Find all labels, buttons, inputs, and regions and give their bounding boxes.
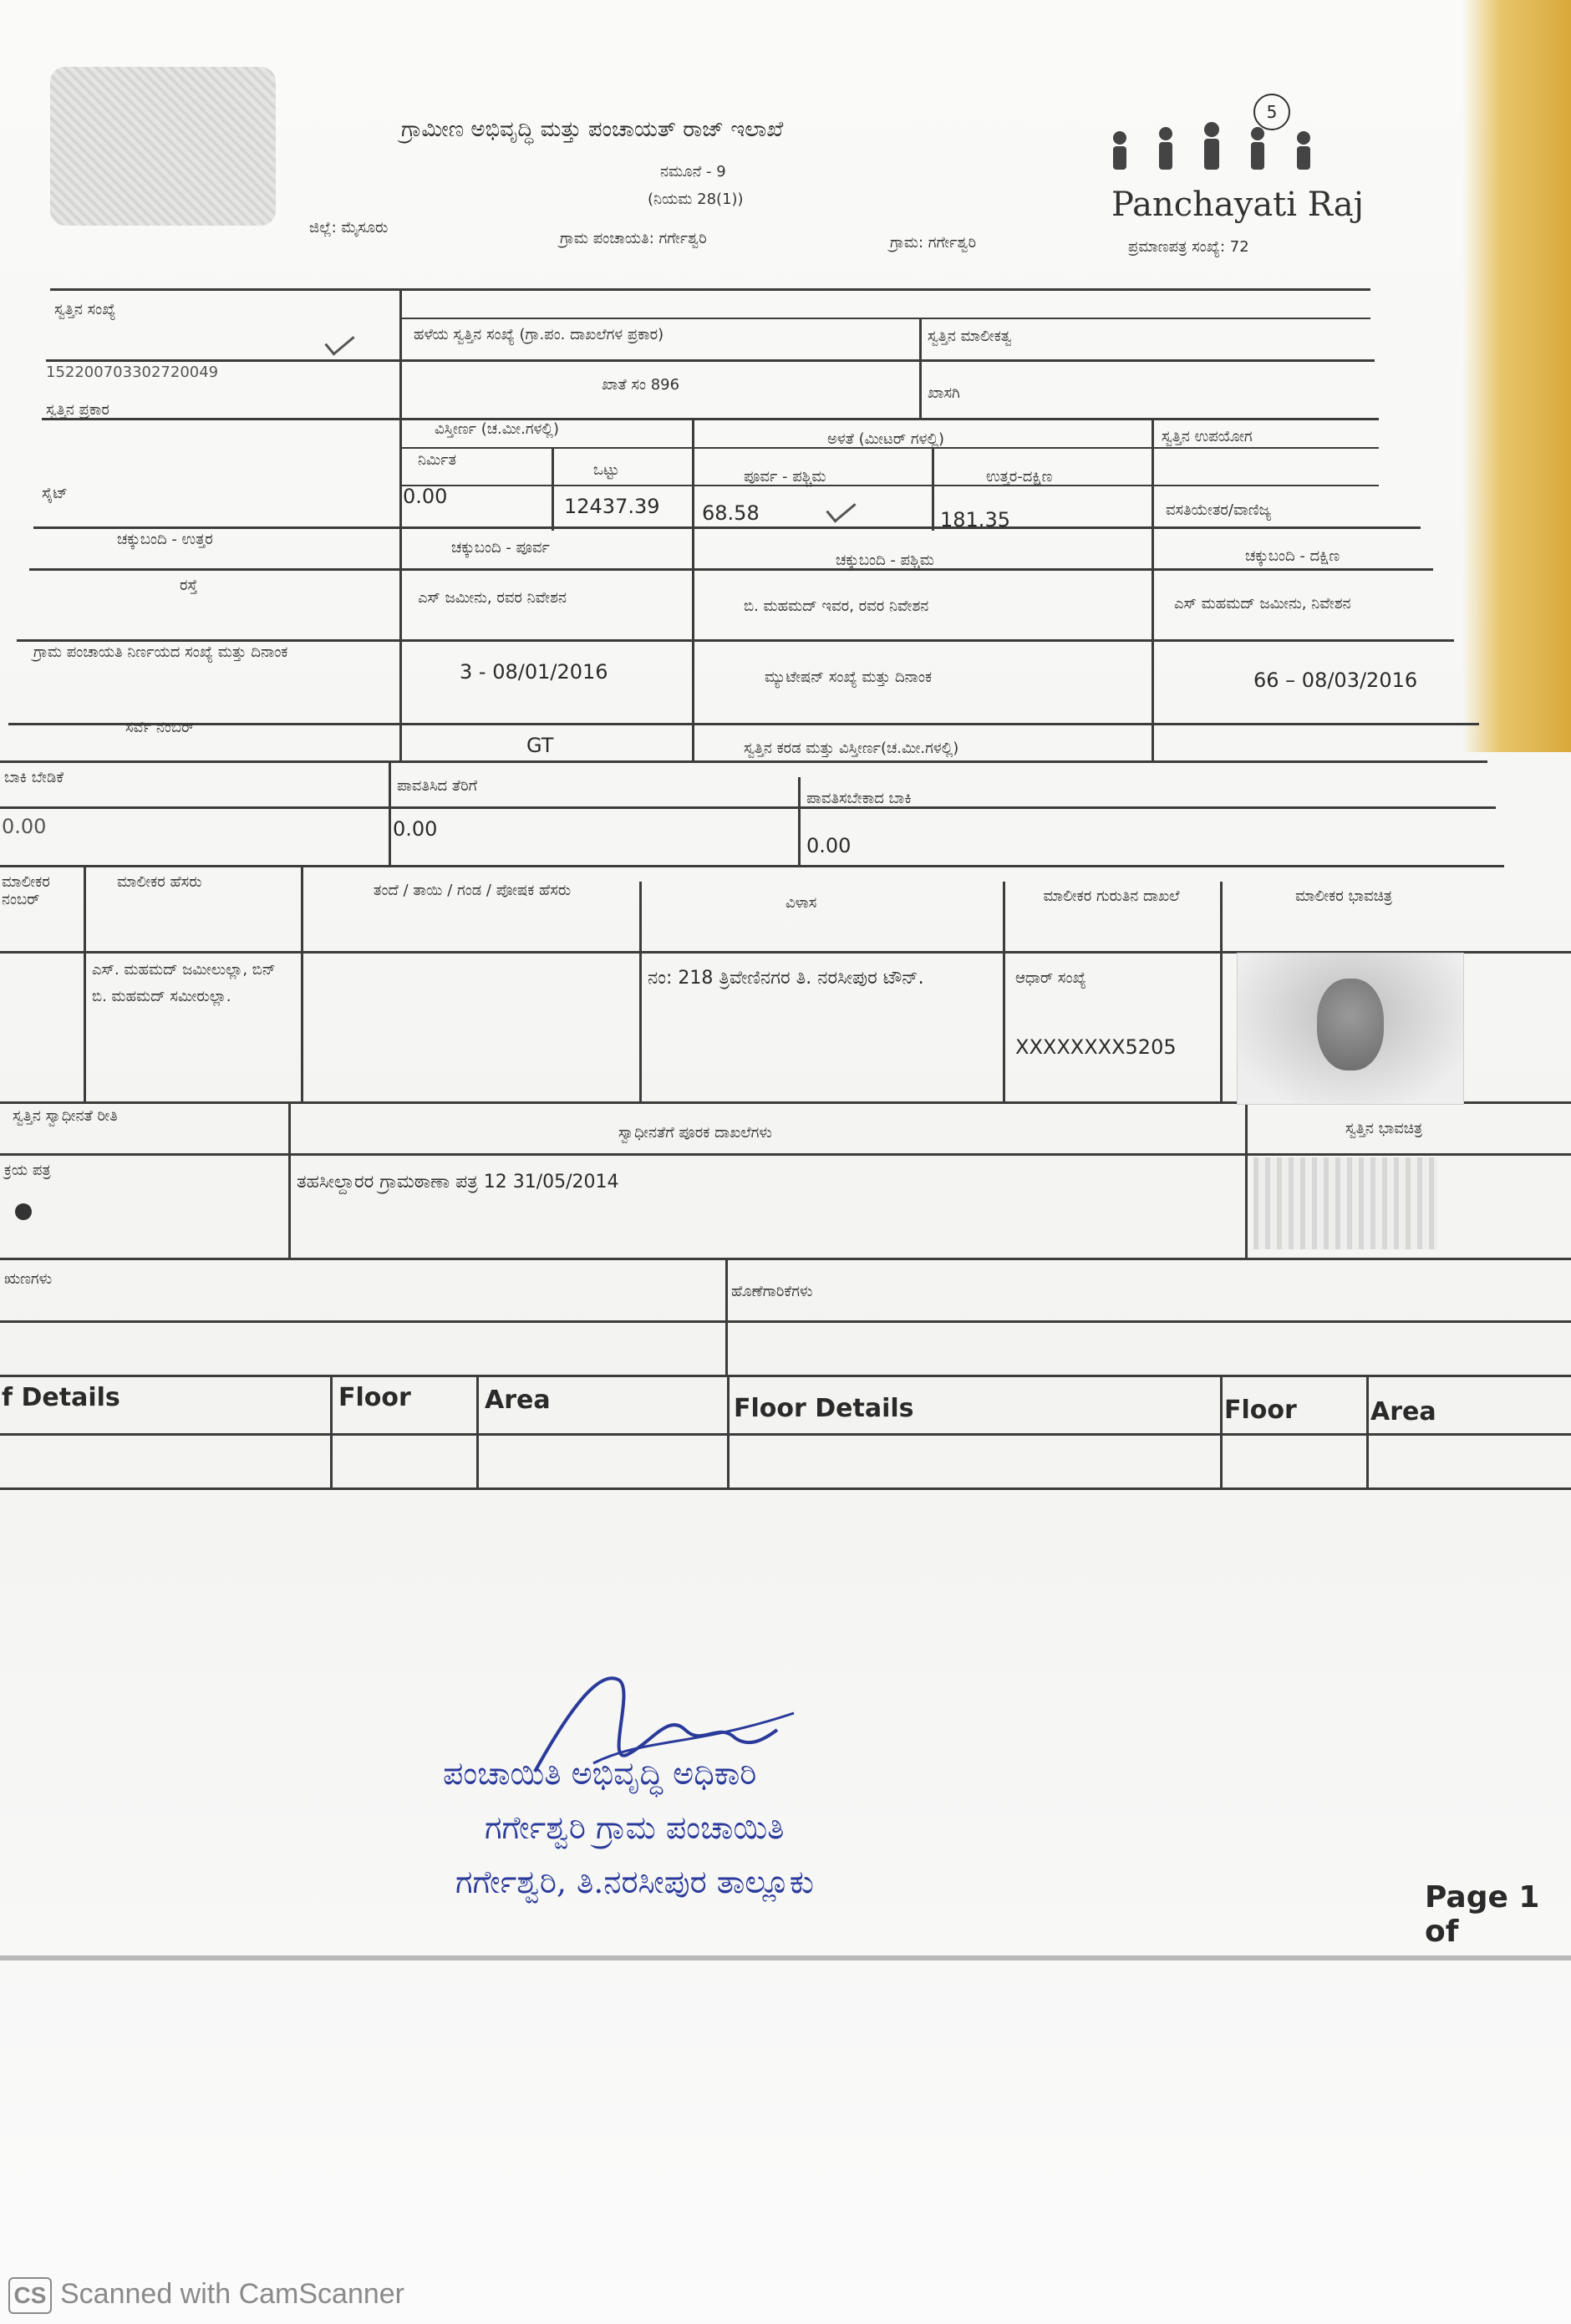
dept-title: ಗ್ರಾಮೀಣ ಅಭಿವೃದ್ಧಿ ಮತ್ತು ಪಂಚಾಯತ್ ರಾಜ್ ಇಲಾಖೆ bbox=[401, 117, 784, 142]
acquisition-value: ಕ್ರಯ ಪತ್ರ bbox=[4, 1162, 51, 1179]
paper-edge bbox=[0, 1955, 1571, 1960]
seal-line-2: ಗರ್ಗೇಶ್ವರಿ ಗ್ರಾಮ ಪಂಚಾಯಿತಿ bbox=[485, 1809, 785, 1846]
boundary-west-value: ಬಿ. ಮಹಮದ್ ಇವರ, ರವರ ನಿವೇಶನ bbox=[744, 598, 929, 615]
seal-line-1: ಪಂಚಾಯಿತಿ ಅಭಿವೃದ್ಧಿ ಅಧಿಕಾರಿ bbox=[443, 1755, 757, 1792]
property-id-value: 152200703302720049 bbox=[46, 364, 219, 381]
demand-value: 0.00 bbox=[2, 815, 47, 838]
rule bbox=[0, 865, 1504, 867]
camscanner-watermark bbox=[8, 2277, 404, 2314]
boundary-south-value: ಎಸ್ ಮಹಮದ್ ಜಮೀನು, ನಿವೇಶನ bbox=[1174, 595, 1351, 613]
dimension-label: ಅಳತೆ (ಮೀಟರ್ ಗಳಲ್ಲಿ) bbox=[827, 430, 945, 448]
north-south-value: 181.35 bbox=[940, 508, 1010, 531]
acquisition-docs-label: ಸ್ವಾಧೀನತೆಗೆ ಪೂರಕ ದಾಖಲೆಗಳು bbox=[618, 1124, 772, 1142]
survey-label: ಸರ್ವೆ ನಂಬರ್ bbox=[125, 719, 195, 736]
camscanner-logo-icon: CS bbox=[8, 2277, 52, 2314]
east-west-label: ಪೂರ್ವ - ಪಶ್ಚಿಮ bbox=[744, 468, 826, 486]
rule bbox=[401, 485, 1379, 486]
old-number-value: ಖಾತೆ ಸಂ 896 bbox=[602, 376, 680, 394]
rule bbox=[919, 318, 922, 418]
boundary-south-label: ಚಕ್ಕುಬಂದಿ - ದಕ್ಷಿಣ bbox=[1245, 547, 1340, 565]
old-number-label: ಹಳೆಯ ಸ್ವತ್ತಿನ ಸಂಖ್ಯೆ (ಗ್ರಾ.ಪಂ. ದಾಖಲೆಗಳ ಪ್ರಕಾರ) bbox=[414, 326, 664, 343]
boundary-east-label: ಚಕ್ಕುಬಂದಿ - ಪೂರ್ವ bbox=[451, 539, 550, 557]
liabilities-label: ಹೊಣೆಗಾರಿಕೆಗಳು bbox=[731, 1283, 813, 1300]
id-type: ಆಧಾರ್ ಸಂಖ್ಯೆ bbox=[1015, 969, 1086, 987]
owner-photo bbox=[1237, 953, 1464, 1105]
ink-dot bbox=[15, 1203, 32, 1220]
rule bbox=[639, 882, 642, 1103]
rule bbox=[301, 865, 303, 1103]
owner-face-icon bbox=[1317, 979, 1384, 1070]
id-number: XXXXXXXX5205 bbox=[1015, 1035, 1177, 1059]
circled-number: 5 bbox=[1253, 94, 1290, 130]
area-label: ವಿಸ್ತೀರ್ಣ (ಚ.ಮೀ.ಗಳಲ್ಲಿ) bbox=[435, 420, 559, 438]
rule bbox=[725, 1258, 728, 1375]
property-photo-label: ಸ್ವತ್ತಿನ ಭಾವಚಿತ್ರ bbox=[1345, 1120, 1423, 1137]
due-value: 0.00 bbox=[806, 834, 852, 857]
seal-line-3: ಗರ್ಗೇಶ್ವರಿ, ತಿ.ನರಸೀಪುರ ತಾಲ್ಲೂಕು bbox=[455, 1864, 814, 1900]
rule bbox=[0, 1375, 1571, 1377]
rule bbox=[389, 760, 391, 865]
resolution-value: 3 - 08/01/2016 bbox=[460, 660, 608, 684]
rule bbox=[17, 639, 1454, 642]
form-number: ನಮೂನೆ - 9 bbox=[660, 163, 726, 181]
resolution-label: ಗ್ರಾಮ ಪಂಚಾಯತಿ ನಿರ್ಣಯದ ಸಂಖ್ಯೆ ಮತ್ತು ದಿನಾಂಕ bbox=[33, 643, 288, 661]
gram-panchayat: ಗ್ರಾಮ ಪಂಚಾಯತಿ: ಗರ್ಗೇಶ್ವರಿ bbox=[560, 230, 707, 247]
usage-label: ಸ್ವತ್ತಿನ ಉಪಯೋಗ bbox=[1162, 428, 1253, 445]
property-type-label: ಸ್ವತ್ತಿನ ಪ್ರಕಾರ bbox=[46, 401, 109, 419]
panchayati-raj-logo-text: Panchayati Raj bbox=[1111, 186, 1365, 224]
col-id-proof: ಮಾಲೀಕರ ಗುರುತಿನ ದಾಖಲೆ bbox=[1043, 887, 1180, 905]
north-south-label: ಉತ್ತರ-ದಕ್ಷಿಣ bbox=[986, 468, 1053, 486]
floor-details-left: f Details bbox=[2, 1383, 120, 1412]
col-owner-no: ಮಾಲೀಕರ ನಂಬರ್ bbox=[2, 873, 50, 908]
rule bbox=[552, 447, 554, 531]
rule bbox=[0, 1320, 1571, 1323]
logo-sub: ಪ್ರಮಾಣಪತ್ರ ಸಂಖ್ಯೆ: 72 bbox=[1128, 238, 1249, 256]
area-left: Area bbox=[485, 1386, 551, 1415]
district: ಜಿಲ್ಲೆ: ಮೈಸೂರು bbox=[309, 219, 389, 236]
due-label: ಪಾವತಿಸಬೇಕಾದ ಬಾಕಿ bbox=[806, 790, 912, 807]
builtup-label: ನಿರ್ಮಿತ bbox=[418, 451, 457, 469]
col-address: ವಿಳಾಸ bbox=[786, 894, 817, 912]
page-number: Page 1 of bbox=[1425, 1880, 1540, 1949]
rule bbox=[727, 1375, 730, 1487]
check-mark-icon bbox=[324, 327, 354, 355]
total-area-label: ಒಟ್ಟು bbox=[593, 461, 619, 479]
state-emblem-icon bbox=[50, 67, 276, 226]
area-right: Area bbox=[1370, 1397, 1436, 1426]
total-area-value: 12437.39 bbox=[564, 495, 660, 518]
mutation-value: 66 – 08/03/2016 bbox=[1253, 669, 1418, 692]
survey-value: GT bbox=[526, 734, 554, 757]
camscanner-text: Scanned with CamScanner bbox=[60, 2278, 405, 2310]
boundary-north-label: ಚಕ್ಕುಬಂದಿ - ಉತ್ತರ bbox=[117, 531, 213, 548]
rule bbox=[33, 526, 1421, 529]
rule bbox=[932, 447, 934, 531]
mutation-label: ಮ್ಯುಟೇಷನ್ ಸಂಖ್ಯೆ ಮತ್ತು ದಿನಾಂಕ bbox=[765, 669, 933, 686]
rule bbox=[84, 865, 86, 1103]
col-father-name: ತಂದೆ / ತಾಯಿ / ಗಂಡ / ಪೋಷಕ ಹೆಸರು bbox=[373, 882, 572, 899]
east-west-value: 68.58 bbox=[702, 501, 760, 525]
owner-address-value: ನಂ: 218 ತ್ರಿವೇಣಿನಗರ ತಿ. ನರಸೀಪುರ ಟೌನ್. bbox=[648, 968, 924, 989]
property-id-label: ಸ್ವತ್ತಿನ ಸಂಖ್ಯೆ bbox=[54, 301, 116, 318]
rule bbox=[8, 723, 1479, 725]
rule bbox=[0, 1487, 1571, 1490]
ownership-value: ಖಾಸಗಿ bbox=[928, 384, 960, 402]
property-photo bbox=[1253, 1157, 1437, 1249]
form-rule: (ನಿಯಮ 28(1)) bbox=[648, 191, 744, 208]
nature-label: ಸ್ವತ್ತಿನ ಕರಡ ಮತ್ತು ವಿಸ್ತೀರ್ಣ(ಚ.ಮೀ.ಗಳಲ್ಲಿ) bbox=[744, 740, 959, 757]
col-owner-name: ಮಾಲೀಕರ ಹೆಸರು bbox=[117, 873, 202, 891]
rule bbox=[1220, 882, 1223, 1103]
acquisition-docs-value: ತಹಸೀಲ್ದಾರರ ಗ್ರಾಮಠಾಣಾ ಪತ್ರ 12 31/05/2014 bbox=[297, 1172, 619, 1193]
floor-details-right: Floor Details bbox=[734, 1394, 914, 1423]
floor-right: Floor bbox=[1224, 1396, 1297, 1425]
rule bbox=[0, 760, 1487, 763]
paid-label: ಪಾವತಿಸಿದ ತೆರಿಗೆ bbox=[397, 777, 478, 795]
owner-name-value: ಎಸ್. ಮಹಮದ್ ಜಮೀಲುಲ್ಲಾ, ಬಿನ್ ಬಿ. ಮಹಮದ್ ಸಮೀರುಲ್ಲಾ. bbox=[92, 961, 276, 1005]
boundary-east-value: ಎಸ್ ಜಮೀನು, ರವರ ನಿವೇಶನ bbox=[418, 589, 567, 607]
rule bbox=[29, 568, 1433, 571]
rule bbox=[50, 288, 1370, 291]
rule bbox=[1003, 882, 1005, 1103]
check-mark-icon bbox=[826, 494, 856, 522]
rule bbox=[401, 318, 1370, 319]
rule bbox=[46, 359, 1375, 362]
panchayati-raj-people-icon bbox=[1103, 117, 1337, 184]
col-owner-photo: ಮಾಲೀಕರ ಭಾವಚಿತ್ರ bbox=[1295, 887, 1393, 905]
rule bbox=[330, 1375, 333, 1487]
paid-value: 0.00 bbox=[393, 817, 438, 841]
rule bbox=[1366, 1375, 1369, 1487]
rule bbox=[0, 1258, 1571, 1260]
rule bbox=[1220, 1375, 1223, 1487]
rule bbox=[1152, 418, 1154, 760]
rule bbox=[0, 1153, 1571, 1156]
demand-label: ಬಾಕಿ ಬೇಡಿಕೆ bbox=[4, 769, 64, 786]
rule bbox=[692, 418, 694, 760]
rule bbox=[42, 418, 1379, 420]
boundary-north-value: ರಸ್ತೆ bbox=[180, 577, 198, 594]
rule bbox=[0, 1433, 1571, 1436]
rule bbox=[1245, 1101, 1248, 1258]
encumbrance-label: ಋಣಗಳು bbox=[4, 1270, 53, 1288]
boundary-west-label: ಚಕ್ಕುಬಂದಿ - ಪಶ್ಚಿಮ bbox=[836, 552, 934, 569]
acquisition-label: ಸ್ವತ್ತಿನ ಸ್ವಾಧೀನತೆ ರೀತಿ bbox=[13, 1107, 118, 1125]
rule bbox=[399, 288, 402, 760]
floor-left: Floor bbox=[338, 1383, 411, 1412]
ownership-label: ಸ್ವತ್ತಿನ ಮಾಲೀಕತ್ವ bbox=[928, 328, 1012, 345]
village: ಗ್ರಾಮ: ಗರ್ಗೇಶ್ವರಿ bbox=[890, 234, 977, 252]
builtup-value: 0.00 bbox=[403, 485, 448, 508]
rule bbox=[798, 777, 801, 865]
rule bbox=[288, 1101, 291, 1258]
property-type-value: ಸೈಟ್ bbox=[42, 485, 68, 502]
usage-value: ವಸತಿಯೇತರ/ವಾಣಿಜ್ಯ bbox=[1166, 501, 1272, 519]
rule bbox=[476, 1375, 479, 1487]
rule bbox=[0, 806, 1496, 809]
